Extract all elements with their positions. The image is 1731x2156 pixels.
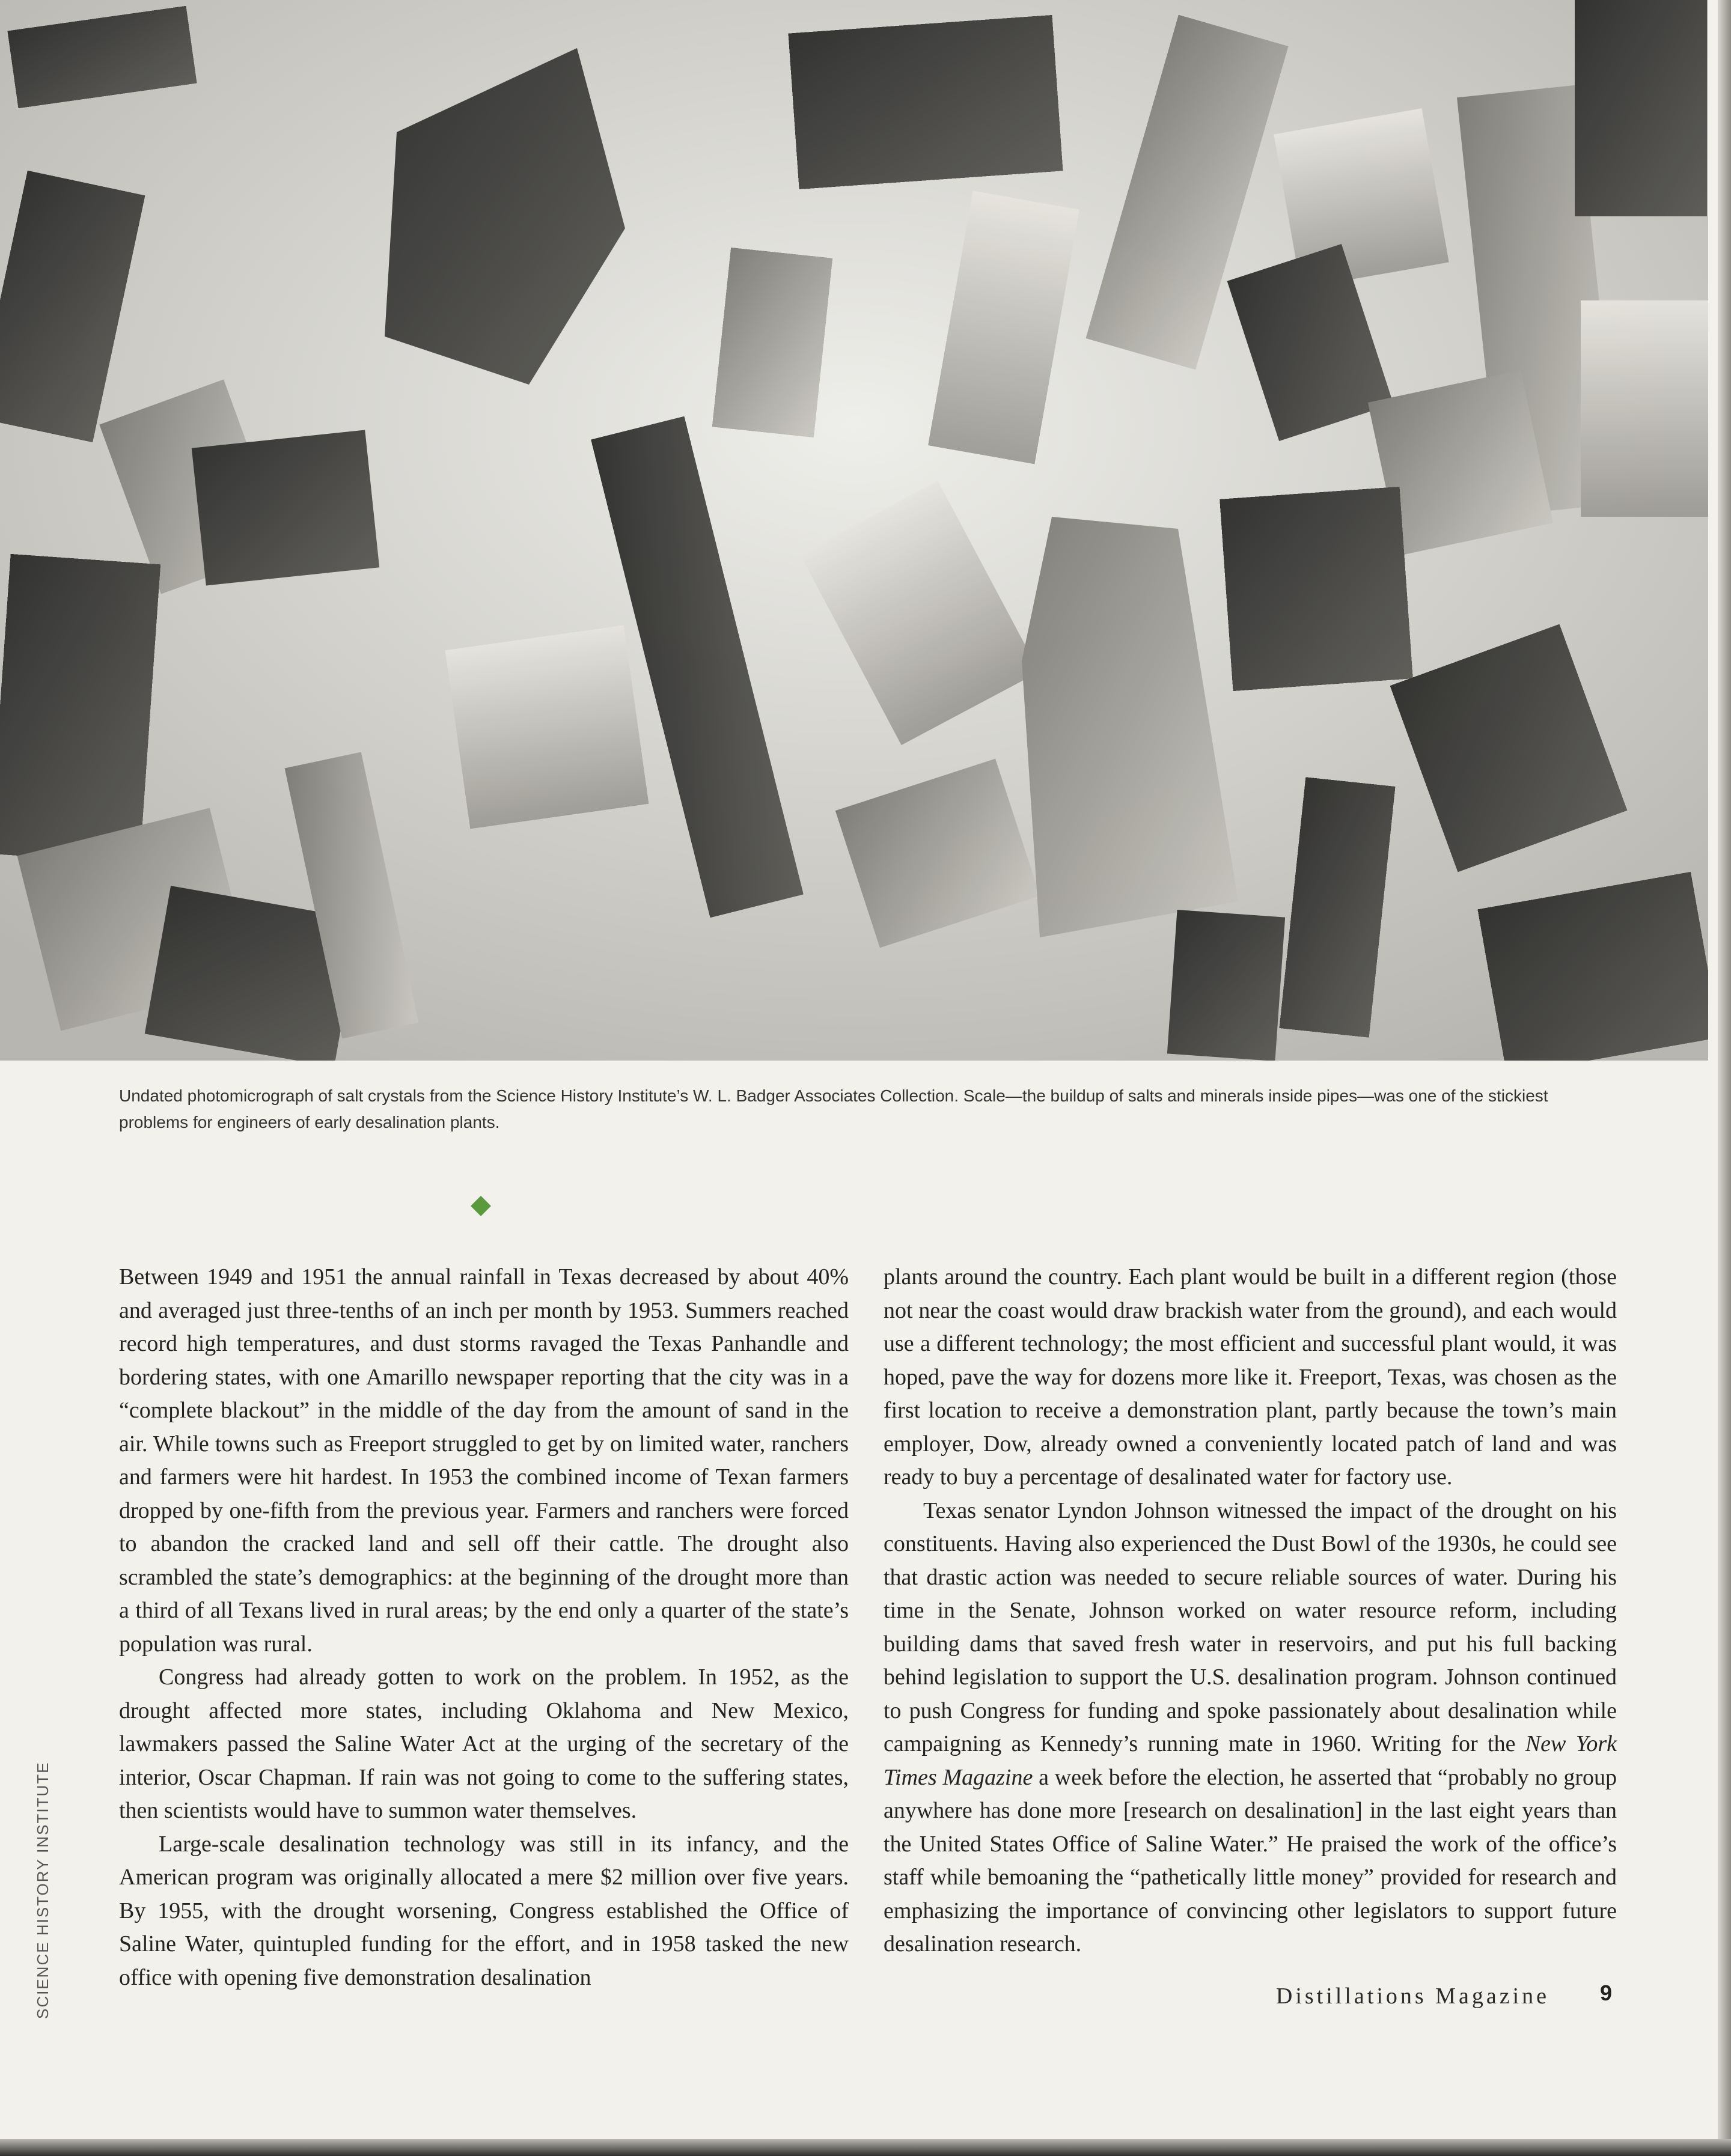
article-column-left [119,1261,849,1994]
diamond-icon [471,1196,491,1216]
salt-crystals-photomicrograph [0,0,1708,1061]
sidebar-publisher-label: SCIENCE HISTORY INSTITUTE [34,1761,52,2019]
paragraph: plants around the country. Each plant would be built in a different region (those not near the coast would draw brackish water from the ground), and each would use a different technology; the most efficient and successful plant would, it was hoped, pave the way for dozens more like it. Freeport, Texas, was chosen as the first location to receive a demonstration plant, partly because the town’s main employer, Dow, already owned a conveniently located patch of land and was ready to buy a percentage of desalinated water for factory use. [884,1264,1617,1490]
photo-caption: Undated photomicrograph of salt crystals from the Science History Institute’s W. L. Badger Associates Collection. Scale—the buildup of salts and minerals inside pipes—was one of the stickiest problems for engineers of early desalination plants. [119,1086,1548,1131]
paragraph: Between 1949 and 1951 the annual rainfall in Texas decreased by about 40% and averaged just three-tenths of an inch per month by 1953. Summers reached record high temperatures, and dust storms ravaged the Texas Panhandle and bordering states, with one Amarillo newspaper reporting that the city was in a “complete blackout” in the middle of the day from the amount of sand in the air. While towns such as Freeport struggled to get by on limited water, ranchers and farmers were hit hardest. In 1953 the combined income of Texan farmers dropped by one-fifth from the previous year. Farmers and ranchers were forced to abandon the cracked land and sell off their cattle. The drought also scrambled the state’s demographics: at the beginning of the drought more than a third of all Texans lived in rural areas; by the end only a quarter of the state’s population was rural. [119,1264,849,1657]
page-number: 9 [1600,1981,1613,2005]
paragraph: Large-scale desalination technology was still in its infancy, and the American program was originally allocated a mere $2 million over five years. By 1955, with the drought worsening, Congress established the Office of Saline Water, quintupled funding for the effort, and in 1958 tasked the new office with opening five demonstration desalination [119,1831,849,1990]
page-edge-bottom [0,2139,1731,2156]
footer-magazine-title: Distillations Magazine [1275,1984,1549,2009]
salt-crystals-photo [0,0,1708,1061]
paragraph: Congress had already gotten to work on the problem. In 1952, as the drought affected more states, including Oklahoma and New Mexico, lawmakers passed the Saline Water Act at the urging of the secretary of the interior, Oscar Chapman. If rain was not going to come to the suffering states, then scientists would have to summon water themselves. [119,1664,849,1823]
page-edge-right [1718,0,1731,2156]
publication-title: New York Times Magazine [884,1731,1617,1790]
article-column-right [884,1261,1617,1961]
paragraph: Texas senator Lyndon Johnson witnessed the impact of the drought on his constituents. Having also experienced the Dust Bowl of the 1930s, he could see that drastic action was needed to secure reliable sources of water. During his time in the Senate, Johnson worked on water resource reform, including building dams that saved fresh water in reservoirs, and put his full backing behind legislation to support the U.S. desalination program. Johnson continued to push Congress for funding and spoke passionately about desalination while campaigning as Kennedy’s running mate in 1960. Writing for the New York Times Magazine a week before the election, he asserted that “probably no group anywhere has done more [research on desalination] in the last eight years than the United States Office of Saline Water.” He praised the work of the office’s staff while bemoaning the “pathetically little money” provided for research and emphasizing the importance of convincing other legislators to support future desalination research. [884,1497,1617,1957]
